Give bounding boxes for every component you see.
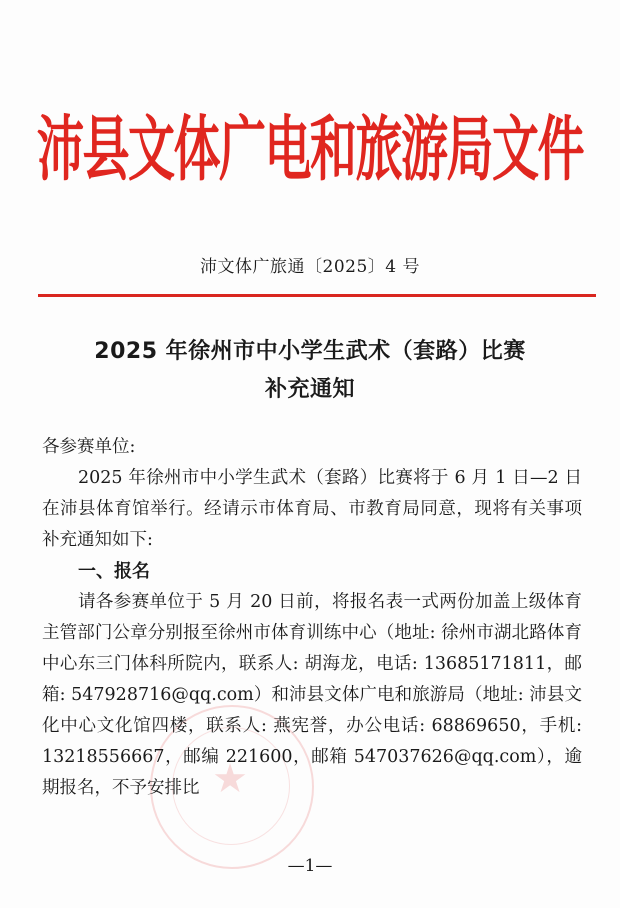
notice-title-line1: 2025 年徐州市中小学生武术（套路）比赛 [94,339,526,364]
registration-paragraph: 请各参赛单位于 5 月 20 日前，将报名表一式两份加盖上级体育主管部门公章分别报至徐州市体育训练中心（地址: 徐州市湖北路体育中心东三门体科所院内，联系人: 胡海龙，电话: 13685171811，邮箱: 547928716@qq.com）和沛县文体广电和旅游局（地址: 沛县文化中心文化馆四楼，联系人: 燕宪誉，办公电话: 68869650，手机: 13218556667，邮编 221600，邮箱 547037626@qq.com），逾期报名，不予安排比 [42,592,582,798]
red-divider-line [38,294,596,297]
notice-title-line2: 补充通知 [264,377,355,402]
intro-paragraph: 2025 年徐州市中小学生武术（套路）比赛将于 6 月 1 日—2 日在沛县体育馆举行。经请示市体育局、市教育局同意，现将有关事项补充通知如下: [42,468,582,550]
document-number: 沛文体广旅通〔2025〕4 号 [200,257,420,277]
seal-star-icon: ★ [212,756,248,802]
addressee: 各参赛单位: [42,437,136,457]
page-number: —1— [287,856,333,876]
masthead-title: 沛县文体广电和旅游局文件 [37,109,583,192]
document-body [42,432,582,804]
section-heading-registration: 一、报名 [78,561,150,582]
